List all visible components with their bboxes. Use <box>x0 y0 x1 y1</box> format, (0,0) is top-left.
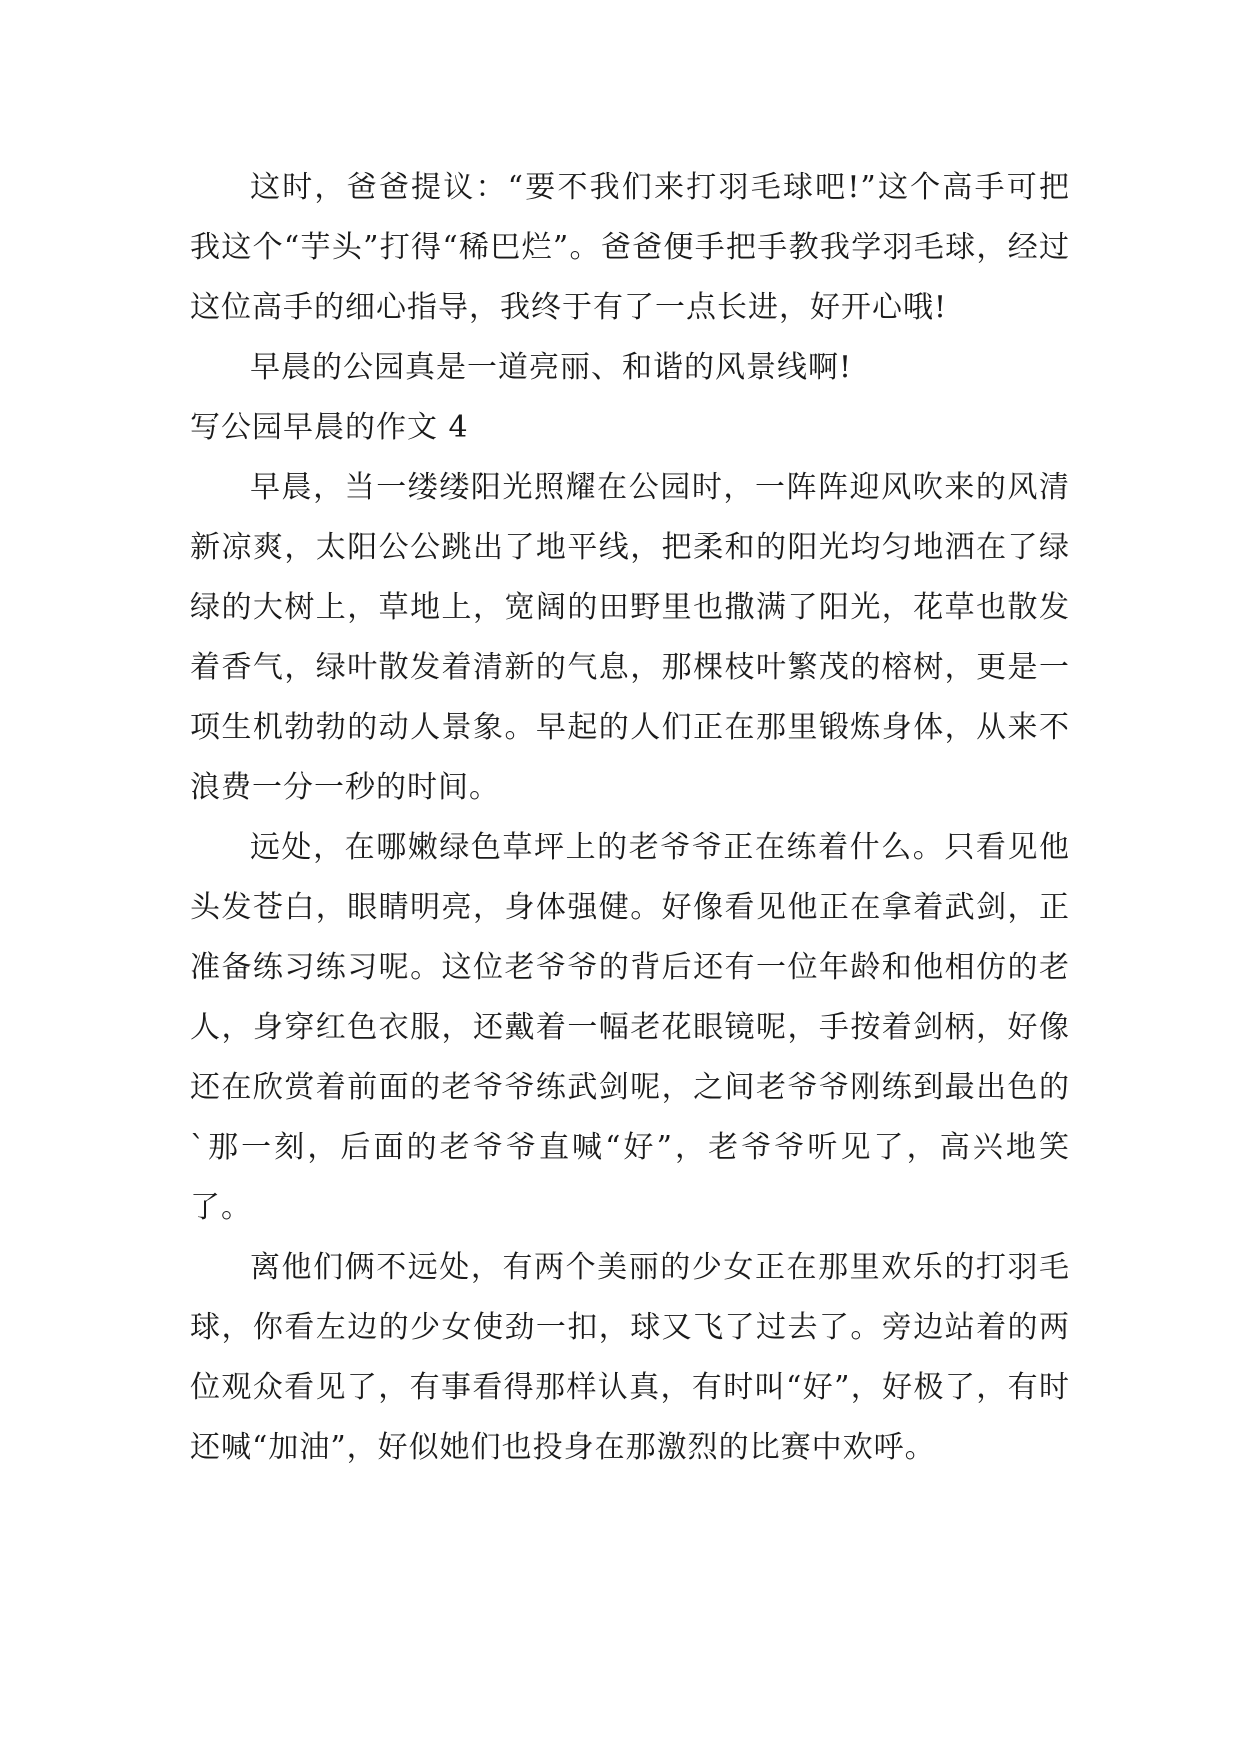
paragraph-morning-sunlight: 早晨，当一缕缕阳光照耀在公园时，一阵阵迎风吹来的风清新凉爽，太阳公公跳出了地平线，把柔和的阳光均匀地洒在了绿绿的大树上，草地上，宽阔的田野里也撒满了阳光，花草也散发着香气，绿叶散发着清新的气息，那棵枝叶繁茂的榕树，更是一项生机勃勃的动人景象。早起的人们正在那里锻炼身体，从来不浪费一分一秒的时间。 <box>190 470 1070 805</box>
paragraph-badminton-with-dad: 这时，爸爸提议：“要不我们来打羽毛球吧!”这个高手可把我这个“芋头”打得“稀巴烂”。爸爸便手把手教我学羽毛球，经过这位高手的细心指导，我终于有了一点长进，好开心哦! <box>190 170 1070 325</box>
paragraph-old-man-sword: 远处，在哪嫩绿色草坪上的老爷爷正在练着什么。只看见他头发苍白，眼睛明亮，身体强健。好像看见他正在拿着武剑，正准备练习练习呢。这位老爷爷的背后还有一位年龄和他相仿的老人，身穿红色衣服，还戴着一幅老花眼镜呢，手按着剑柄，好像还在欣赏着前面的老爷爷练武剑呢，之间老爷爷刚练到最出色的`那一刻，后面的老爷爷直喊“好”，老爷爷听见了，高兴地笑了。 <box>190 830 1070 1225</box>
section-title: 写公园早晨的作文 4 <box>190 410 469 445</box>
paragraph-park-scenery: 早晨的公园真是一道亮丽、和谐的风景线啊! <box>250 350 853 385</box>
paragraph-girls-badminton: 离他们俩不远处，有两个美丽的少女正在那里欢乐的打羽毛球，你看左边的少女使劲一扣，球又飞了过去了。旁边站着的两位观众看见了，有事看得那样认真，有时叫“好”，好极了，有时还喊“加油”，好似她们也投身在那激烈的比赛中欢呼。 <box>190 1250 1070 1465</box>
document-body <box>190 158 1070 1478</box>
